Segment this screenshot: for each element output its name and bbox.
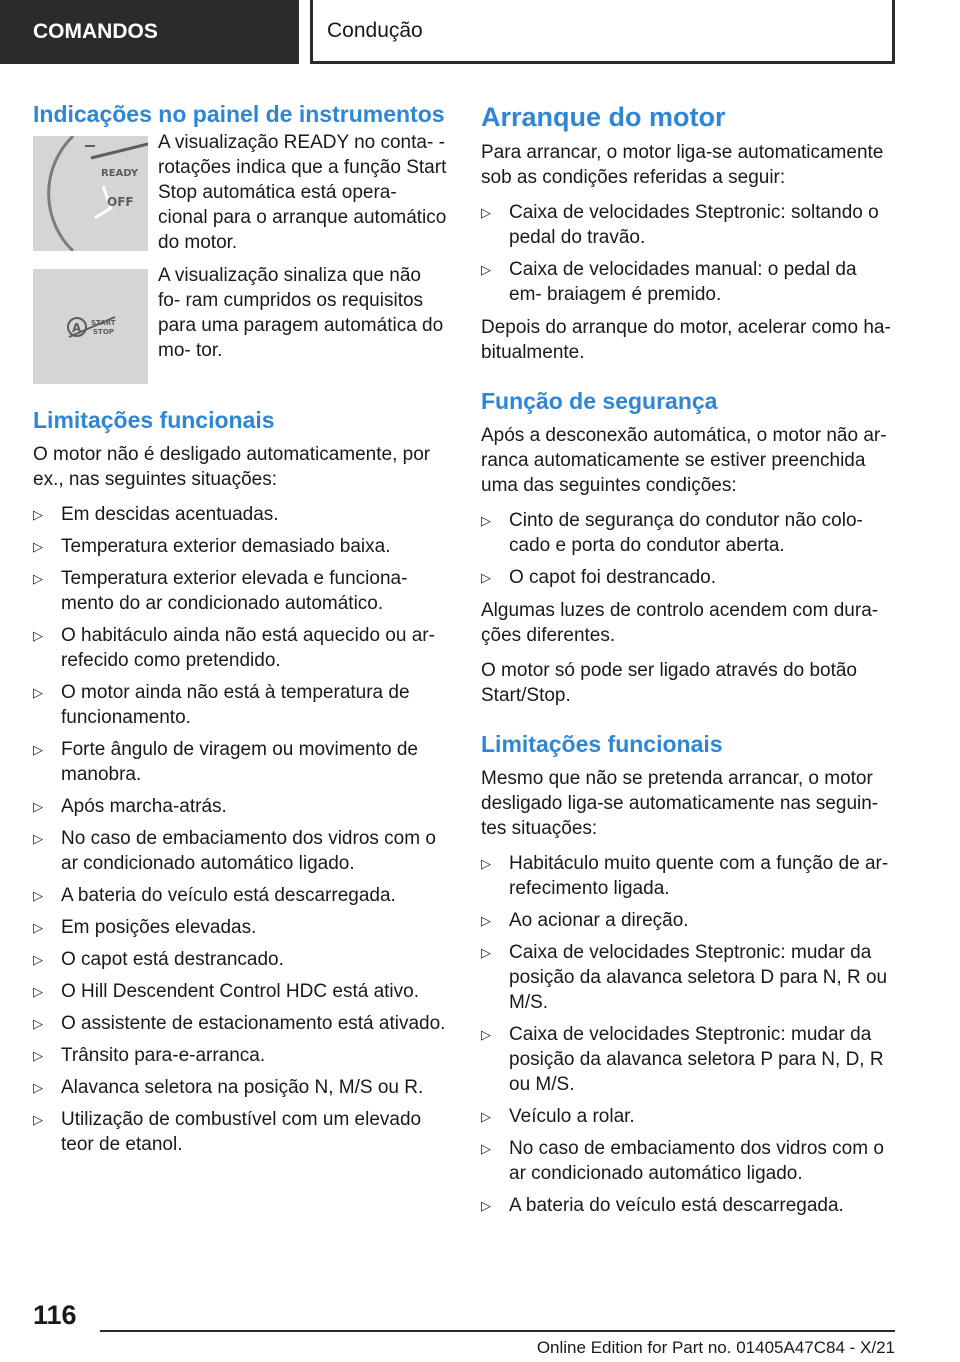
engine-start-list	[481, 200, 893, 307]
list-item: ▷ Caixa de velocidades Steptronic: mudar da posição da alavanca seletora D para N, R ou M/S.	[481, 940, 893, 1015]
section-label: COMANDOS	[33, 20, 158, 43]
ready-description: A visualização READY no conta- -rotações indica que a função Start Stop automática está opera- cional para o arranque automático do motor.	[158, 132, 447, 253]
section-tab	[0, 0, 299, 64]
list-item: ▷ Temperatura exterior elevada e funciona- mento do ar condicionado automático.	[33, 566, 448, 616]
svg-text:READY: READY	[101, 168, 139, 179]
indicator-ready	[33, 132, 448, 255]
edition-footer: Online Edition for Part no. 01405A47C84 - X/21	[536, 1338, 895, 1357]
list-item: ▷ Caixa de velocidades Steptronic: mudar da posição da alavanca seletora P para N, D, R ou M/S.	[481, 1022, 893, 1097]
limitations-list	[33, 502, 448, 1157]
engine-start-heading: Arranque do motor	[481, 102, 726, 132]
list-item: ▷ Em descidas acentuadas.	[33, 502, 448, 527]
list-item: ▷ Em posições elevadas.	[33, 915, 448, 940]
limitations-heading: Limitações funcionais	[33, 407, 275, 433]
safety-section	[481, 387, 893, 708]
chapter-label: Condução	[327, 18, 423, 42]
list-item: ▷ Utilização de combustível com um elevado teor de etanol.	[33, 1107, 448, 1157]
footer-divider	[100, 1330, 895, 1332]
engine-start-after: Depois do arranque do motor, acelerar como ha- bitualmente.	[481, 317, 891, 363]
start-stop-image	[33, 269, 148, 384]
safety-heading: Função de segurança	[481, 388, 718, 414]
list-item: ▷ No caso de embaciamento dos vidros com o ar condicionado automático ligado.	[481, 1136, 893, 1186]
list-item: ▷ Forte ângulo de viragem ou movimento de manobra.	[33, 737, 448, 787]
list-item: ▷ Caixa de velocidades manual: o pedal da em- braiagem é premido.	[481, 257, 893, 307]
list-item: ▷ O habitáculo ainda não está aquecido ou ar- refecido como pretendido.	[33, 623, 448, 673]
list-item: ▷ Temperatura exterior demasiado baixa.	[33, 534, 448, 559]
right-limitations	[481, 730, 893, 1218]
chapter-tab	[310, 0, 895, 64]
limitations-intro: O motor não é desligado automaticamente, por ex., nas seguintes situações:	[33, 444, 431, 490]
page-number: 116	[33, 1300, 77, 1330]
list-item: ▷ Após marcha-atrás.	[33, 794, 448, 819]
list-item: ▷ Ao acionar a direção.	[481, 908, 893, 933]
tachometer-icon	[33, 136, 148, 251]
left-column	[33, 100, 448, 1165]
limitations-intro: Mesmo que não se pretenda arrancar, o motor desligado liga-se automaticamente nas seguin- tes situações:	[481, 768, 879, 839]
safety-list	[481, 508, 893, 590]
list-item: ▷ A bateria do veículo está descarregada.	[481, 1193, 893, 1218]
limitations-list	[481, 851, 893, 1218]
limitations-heading: Limitações funcionais	[481, 731, 723, 757]
safety-note-2: O motor só pode ser ligado através do botão Start/Stop.	[481, 660, 858, 706]
left-limitations	[33, 406, 448, 1157]
list-item: ▷ Alavanca seletora na posição N, M/S ou R.	[33, 1075, 448, 1100]
list-item: ▷ O motor ainda não está à temperatura de funcionamento.	[33, 680, 448, 730]
list-item: ▷ O assistente de estacionamento está ativado.	[33, 1011, 448, 1036]
start-stop-description: A visualização sinaliza que não fo- ram cumpridos os requisitos para uma paragem automática do mo- tor.	[158, 265, 444, 361]
list-item: ▷ Trânsito para-e-arranca.	[33, 1043, 448, 1068]
list-item: ▷ Habitáculo muito quente com a função de ar- refecimento ligada.	[481, 851, 893, 901]
list-item: ▷ O Hill Descendent Control HDC está ativo.	[33, 979, 448, 1004]
indicators-heading: Indicações no painel de instrumentos	[33, 101, 445, 127]
right-column	[481, 100, 893, 1226]
svg-text:STOP: STOP	[93, 328, 114, 336]
list-item: ▷ A bateria do veículo está descarregada.	[33, 883, 448, 908]
list-item: ▷ O capot está destrancado.	[33, 947, 448, 972]
svg-text:A: A	[72, 321, 82, 335]
safety-note-1: Algumas luzes de controlo acendem com dura- ções diferentes.	[481, 600, 879, 646]
svg-text:START: START	[91, 319, 116, 327]
list-item: ▷ Cinto de segurança do condutor não colo- cado e porta do condutor aberta.	[481, 508, 893, 558]
list-item: ▷ Veículo a rolar.	[481, 1104, 893, 1129]
list-item: ▷ O capot foi destrancado.	[481, 565, 893, 590]
safety-intro: Após a desconexão automática, o motor não ar- ranca automaticamente se estiver preenchida uma das seguintes condições:	[481, 425, 887, 496]
indicator-start-stop	[33, 265, 448, 384]
ready-gauge-image	[33, 136, 148, 251]
list-item: ▷ No caso de embaciamento dos vidros com o ar condicionado automático ligado.	[33, 826, 448, 876]
list-item: ▷ Caixa de velocidades Steptronic: soltando o pedal do travão.	[481, 200, 893, 250]
svg-text:OFF: OFF	[107, 195, 134, 209]
engine-start-intro: Para arrancar, o motor liga-se automaticamente sob as condições referidas a seguir:	[481, 142, 884, 188]
start-stop-icon	[33, 269, 148, 384]
